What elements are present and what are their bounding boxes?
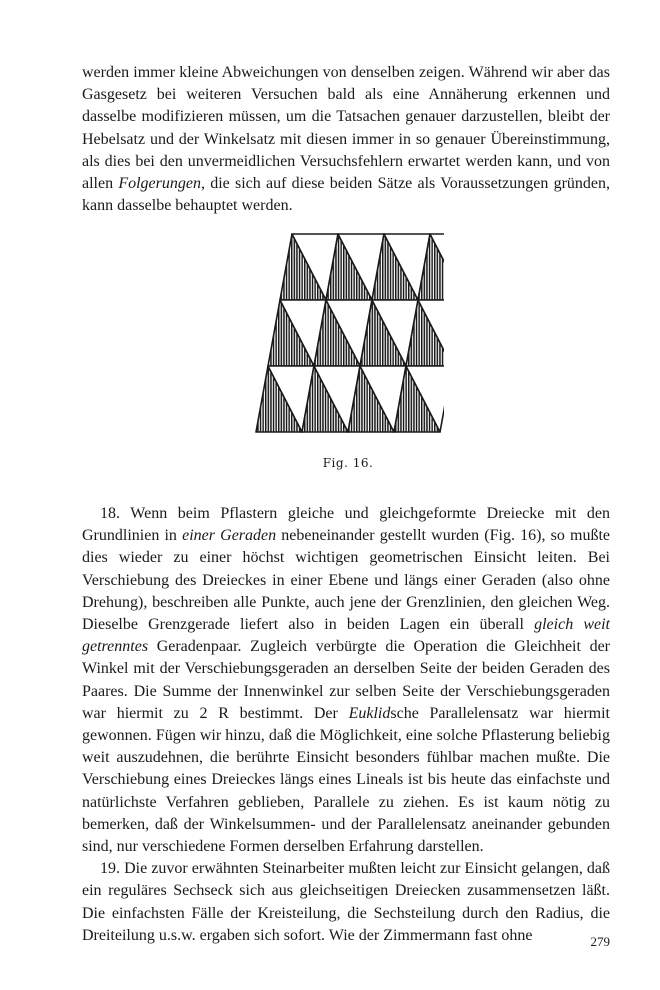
- paragraph-continuation: [82, 62, 610, 217]
- text-run: werden immer kleine Abweichungen von denselben zeigen. Während wir aber das Gasgesetz bei weiteren Versuchen bald als eine Annäherung erkennen und dasselbe modifizieren müssen, um die Tatsachen genauer darzustellen, bleibt der Hebelsatz und der Winkelsatz mit diesen immer in so genauer Übereinstimmung, als dies bei den unvermeidlichen Versuchsfehlern erwartet werden kann, und von allen: [82, 64, 610, 193]
- section-18-paragraph: [82, 503, 610, 858]
- text-run: Geradenpaar. Zugleich verbürgte die Operation die Gleichheit der Winkel mit der Verschiebungsgeraden an derselben Seite der beiden Geraden des Paares. Die Summe der Innenwinkel zur selben Seite der Verschiebungsgeraden war hiermit zu 2 R bestimmt. Der: [82, 638, 610, 722]
- figure-16-tiling: [252, 230, 444, 486]
- page-number: 279: [590, 934, 610, 949]
- text-run: , die sich auf diese beiden Sätze als Voraussetzungen gründen, kann dasselbe behauptet werden.: [82, 175, 610, 215]
- tiling-group: [256, 234, 444, 432]
- top-paragraph-block: [82, 62, 610, 217]
- figure-caption: Fig. 16.: [322, 456, 374, 470]
- text-run: sche Parallelensatz war hiermit gewonnen. Fügen wir hinzu, daß die Möglichkeit, eine solche Pflasterung beliebig weit auszudehnen, die berührte Einsicht besonders fühlbar machen mußte. Die Verschiebung eines Dreieckes längs eines Lineals ist bis heute das einfachste und natürlichste Verfahren geblieben, Parallele zu ziehen. Es ist kaum nötig zu bemerken, daß der Winkelsummen- und der Parallelensatz aneinander gebunden sind, nur verschiedene Formen derselben Erfahrung darstellen.: [82, 704, 611, 856]
- emphasis-folgerungen: Folgerungen: [118, 175, 201, 193]
- emphasis-gleich-weit: gleich weit getrenntes: [82, 616, 611, 656]
- body-block: [82, 503, 610, 947]
- emphasis-einer-geraden: einer Geraden: [182, 527, 277, 545]
- section-19-paragraph: 19. Die zuvor erwähnten Steinarbeiter mußten leicht zur Einsicht gelangen, daß ein reguläres Sechseck sich aus gleichseitigen Dreiecken zusammensetzen läßt. Die einfachsten Fälle der Kreisteilung, die Sechsteilung durch den Radius, die Dreiteilung u.s.w. ergaben sich sofort. Wie der Zimmermann fast ohne: [82, 860, 610, 944]
- emphasis-euklid: Euklid: [348, 704, 391, 722]
- text-run: nebeneinander gestellt wurden (Fig. 16), so mußte dies wieder zu einer höchst wichtigen geometrischen Einsicht leiten. Bei Verschiebung des Dreieckes in einer Ebene und längs einer Geraden (also ohne Drehung), beschreiben alle Punkte, auch jene der Grenzlinien, den gleichen Weg. Dieselbe Grenzgerade liefert also in beiden Lagen ein überall: [82, 527, 611, 634]
- text-run: 18. Wenn beim Pflastern gleiche und gleichgeformte Dreiecke mit den Grundlinien in: [82, 505, 610, 545]
- triangle-tiling-svg: [252, 230, 444, 460]
